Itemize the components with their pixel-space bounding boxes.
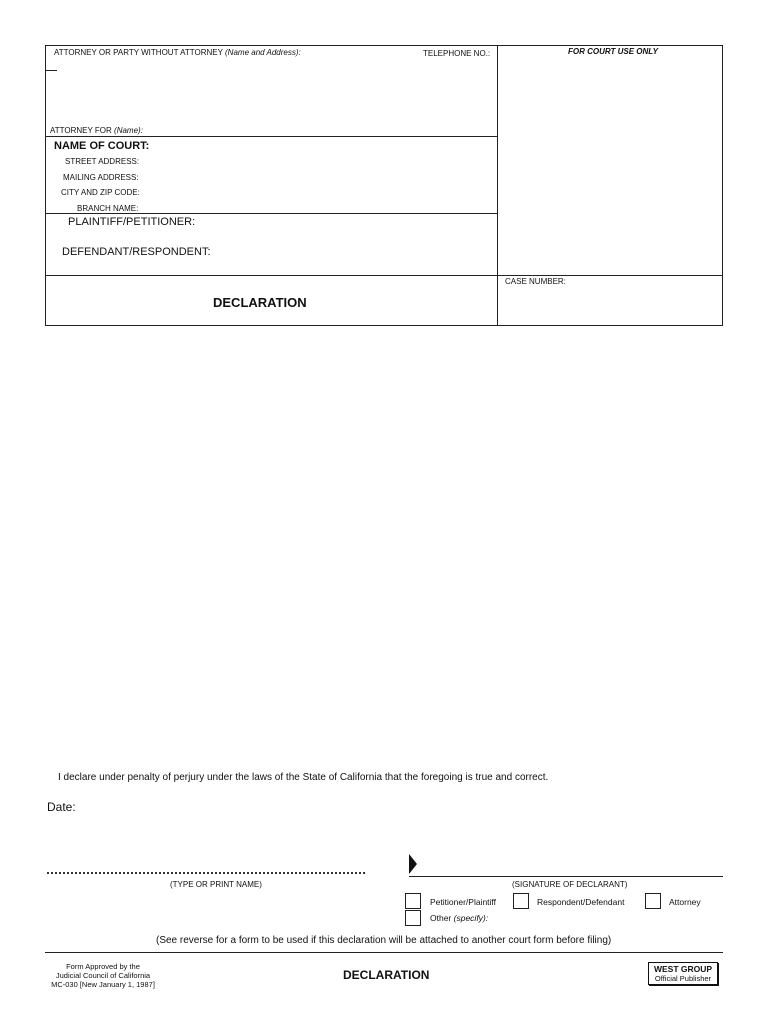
other-checkbox[interactable]	[405, 910, 421, 926]
approval-line-2: Judicial Council of California	[55, 971, 151, 980]
date-field[interactable]	[80, 798, 280, 816]
respondent-checkbox[interactable]	[513, 893, 529, 909]
print-name-line[interactable]	[47, 872, 365, 874]
petitioner-checkbox[interactable]	[405, 893, 421, 909]
attorney-checkbox[interactable]	[645, 893, 661, 909]
reverse-note: (See reverse for a form to be used if this declaration will be attached to another court form before filing)	[156, 935, 612, 946]
street-address-label: STREET ADDRESS:	[65, 157, 140, 166]
signature-arrow-icon	[409, 854, 417, 874]
footer-title: DECLARATION	[343, 968, 430, 982]
publisher-role: Official Publisher	[654, 974, 712, 983]
approval-line-1: Form Approved by the	[66, 962, 140, 971]
respondent-label: Respondent/Defendant	[537, 897, 625, 907]
court-use-label: FOR COURT USE ONLY	[568, 47, 658, 56]
form-title: DECLARATION	[213, 295, 307, 310]
plaintiff-label: PLAINTIFF/PETITIONER:	[68, 216, 196, 228]
city-zip-label: CITY AND ZIP CODE:	[61, 188, 140, 197]
telephone-label: TELEPHONE NO.:	[423, 49, 491, 58]
print-name-caption: (TYPE OR PRINT NAME)	[170, 880, 262, 889]
signature-caption: (SIGNATURE OF DECLARANT)	[512, 880, 628, 889]
publisher-box	[648, 962, 718, 985]
mailing-address-label: MAILING ADDRESS:	[63, 173, 139, 182]
date-label: Date:	[47, 800, 76, 814]
petitioner-label: Petitioner/Plaintiff	[430, 897, 496, 907]
declaration-text-area[interactable]	[46, 330, 723, 760]
publisher-name: WEST GROUP	[653, 964, 713, 974]
branch-name-label: BRANCH NAME:	[77, 204, 139, 213]
other-label: Other (specify):	[430, 913, 489, 923]
court-name-label: NAME OF COURT:	[54, 140, 150, 152]
attorney-for-label: ATTORNEY FOR (Name):	[50, 126, 143, 135]
approval-block	[48, 962, 158, 989]
court-use-box	[497, 45, 723, 276]
attorney-label-role: Attorney	[669, 897, 701, 907]
attorney-label: ATTORNEY OR PARTY WITHOUT ATTORNEY (Name and Address):	[54, 48, 301, 57]
footer-divider	[45, 952, 723, 953]
attorney-box	[45, 45, 498, 137]
attorney-name-field[interactable]	[46, 70, 57, 71]
signature-line[interactable]	[409, 876, 723, 877]
approval-line-3: MC-030 [New January 1, 1987]	[51, 980, 155, 989]
defendant-label: DEFENDANT/RESPONDENT:	[62, 246, 211, 258]
case-number-label: CASE NUMBER:	[505, 277, 566, 286]
perjury-statement: I declare under penalty of perjury under the laws of the State of California that the foregoing is true and correct.	[58, 772, 549, 783]
